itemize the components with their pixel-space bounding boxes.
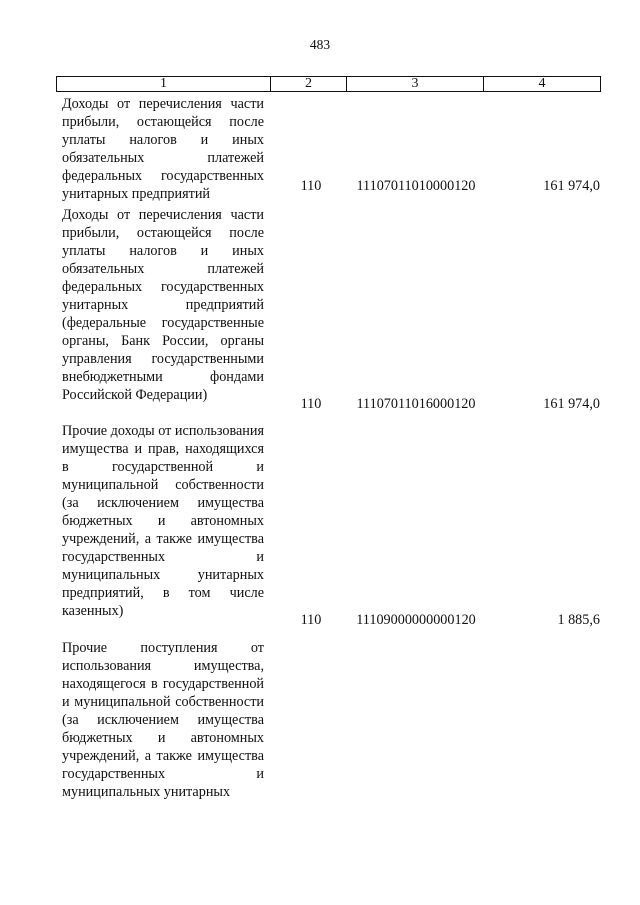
row-name: Доходы от перечисления части прибыли, остающейся после уплаты налогов и иных обязательных платежей федеральных государственных унитарных предприятий (федеральные государственные органы, Банк России, органы управления государственными внебюджетными фондами Российской Федерации) <box>62 207 264 403</box>
row-code: 110 <box>300 396 322 412</box>
row-name: Прочие доходы от использования имущества и прав, находящихся в государственной и муниципальной собственности (за исключением имущества бюджетных и автономных учреждений, а также имущества государственных и муниципальных унитарных предприятий, в том числе казенных) <box>62 423 264 619</box>
row-kbk: 11107011010000120 <box>356 178 476 194</box>
row-amount: 161 974,0 <box>543 396 600 412</box>
row-amount: 1 885,6 <box>557 612 600 628</box>
row-name: Прочие поступления от использования имущества, находящегося в государственной и муниципальной собственности (за исключением имущества бюджетных и автономных учреждений, а также имущества государственных и муниципальных унитарных <box>62 640 264 800</box>
page-number: 483 <box>309 37 331 52</box>
row-kbk: 11107011016000120 <box>356 396 476 412</box>
column-header-3: 3 <box>346 77 483 91</box>
row-code: 110 <box>300 178 322 194</box>
row-name: Доходы от перечисления части прибыли, остающейся после уплаты налогов и иных обязательных платежей федеральных государственных унитарных предприятий <box>62 96 264 202</box>
table-header-row <box>56 76 601 92</box>
column-header-2: 2 <box>270 77 346 91</box>
row-amount: 161 974,0 <box>543 178 600 194</box>
row-code: 110 <box>300 612 322 628</box>
column-header-4: 4 <box>483 77 600 91</box>
column-header-1: 1 <box>160 76 167 91</box>
row-kbk: 11109000000000120 <box>356 612 476 628</box>
